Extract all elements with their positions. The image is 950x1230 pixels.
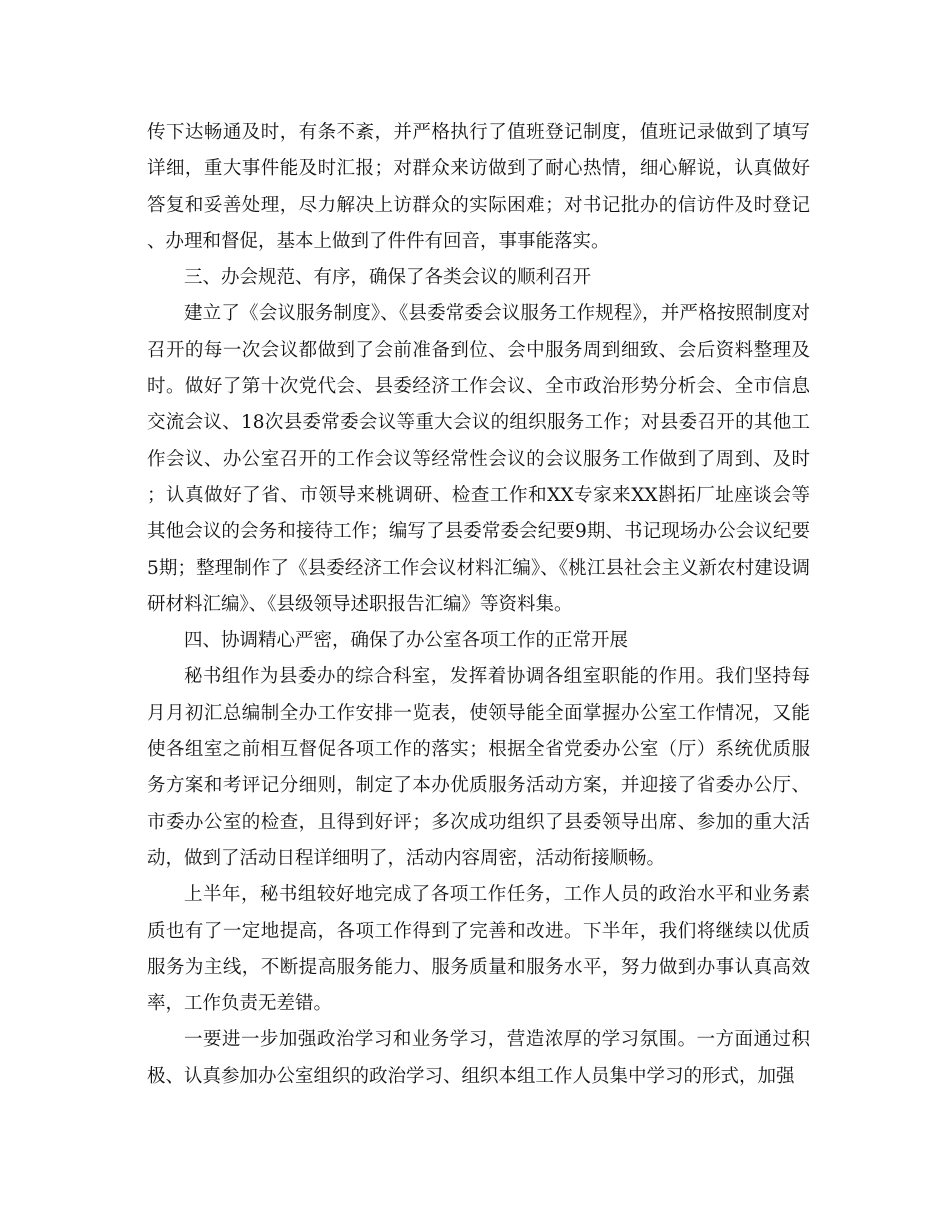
paragraph-summary: 上半年，秘书组较好地完成了各项工作任务，工作人员的政治水平和业务素质也有了一定地提高，各项工作得到了完善和改进。下半年，我们将继续以优质服务为主线，不断提高服务能力、服务质量和服务水平，努力做到办事认真高效率，工作负责无差错。 <box>147 884 810 1015</box>
paragraph-meetings: 建立了《会议服务制度》、《县委常委会议服务工作规程》，并严格按照制度对召开的每一次会议都做到了会前准备到位、会中服务周到细致、会后资料整理及时。做好了第十次党代会、县委经济工作会议、全市政治形势分析会、全市信息交流会议、18次县委常委会议等重大会议的组织服务工作；对县委召开的其他工作会议、办公室召开的工作会议等经常性会议的会议服务工作做到了周到、及时；认真做好了省、市领导来桃调研、检查工作和XX专家来XX斟拓厂址座谈会等其他会议的会务和接待工作；编写了县委常委会纪要9期、书记现场办公会议纪要5期；整理制作了《县委经济工作会议材料汇编》、《桃江县社会主义新农村建设调研材料汇编》、《县级领导述职报告汇编》等资料集。 <box>147 303 810 615</box>
section-heading-4: 四、协调精心严密，确保了办公室各项工作的正常开展 <box>184 630 629 652</box>
paragraph-continued: 传下达畅通及时，有条不紊，并严格执行了值班登记制度，值班记录做到了填写详细，重大事件能及时汇报；对群众来访做到了耐心热情，细心解说，认真做好答复和妥善处理，尽力解决上访群众的实际困难；对书记批办的信访件及时登记、办理和督促，基本上做到了件件有回音，事事能落实。 <box>147 122 810 252</box>
paragraph-study: 一要进一步加强政治学习和业务学习，营造浓厚的学习氛围。一方面通过积极、认真参加办公室组织的政治学习、组织本组工作人员集中学习的形式，加强 <box>147 1029 810 1087</box>
section-heading-3: 三、办会规范、有序，确保了各类会议的顺利召开 <box>184 267 592 289</box>
paragraph-coordination: 秘书组作为县委办的综合科室，发挥着协调各组室职能的作用。我们坚持每月月初汇总编制全办工作安排一览表，使领导能全面掌握办公室工作情况，又能使各组室之前相互督促各项工作的落实；根据全省党委办公室（厅）系统优质服务方案和考评记分细则，制定了本办优质服务活动方案，并迎接了省委办公厅、市委办公室的检查，且得到好评；多次成功组织了县委领导出席、参加的重大活动，做到了活动日程详细明了，活动内容周密，活动衔接顺畅。 <box>147 666 810 869</box>
